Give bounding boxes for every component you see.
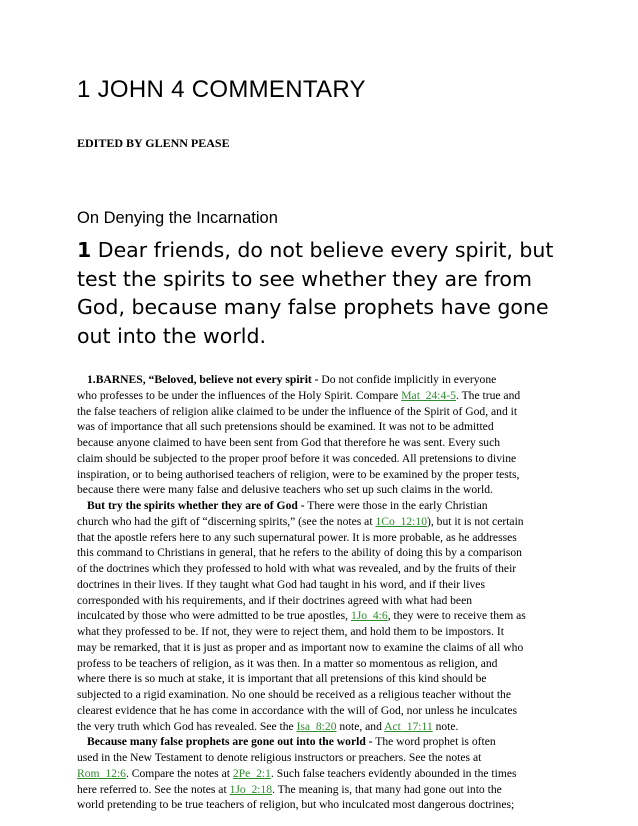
commentary-line: inspiration, or to being authorised teachers of religion, were to be examined by the proper tests, xyxy=(77,467,520,481)
commentary-line: here referred to. See the notes at 1Jo_2:18. The meaning is, that many had gone out into the xyxy=(77,782,502,796)
scripture-link[interactable]: 2Pe_2:1 xyxy=(232,766,271,780)
verse-line: God, because many false prophets have gone xyxy=(77,295,549,319)
commentary-line: was of importance that all such pretensions should be examined. It was not to be admitted xyxy=(77,420,494,434)
scripture-link[interactable]: Rom_12:6 xyxy=(77,766,126,780)
verse-number: 1 xyxy=(77,238,92,262)
commentary-line: But try the spirits whether they are of God - There were those in the early Christian xyxy=(87,499,488,512)
commentary-line: subjected to a rigid examination. No one should be received as a religious teacher without the xyxy=(77,688,511,701)
commentary-line: where there is so much at stake, it is important that all pretensions of this kind should be xyxy=(77,672,487,686)
scripture-link[interactable]: 1Co_12:10 xyxy=(375,514,427,528)
commentary-line: may be remarked, that it is just as proper and as important now to examine the claims of all who xyxy=(77,640,524,654)
verse-line: out into the world. xyxy=(77,323,266,348)
commentary-line: 1.BARNES, “Beloved, believe not every spirit - Do not confide implicitly in everyone xyxy=(87,373,497,386)
commentary-line: church who had the gift of “discerning spirits,” (see the notes at 1Co_12:10), but it is not certain xyxy=(77,514,524,528)
commentary-line: inculcated by those who were admitted to be true apostles, 1Jo_4:6, they were to receive them as xyxy=(77,609,526,623)
commentary-line: because there were many false and delusive teachers who set up such claims in the world. xyxy=(77,483,493,497)
editor-credit: EDITED BY GLENN PEASE xyxy=(77,136,230,150)
commentary-line: who professes to be under the influences of the Holy Spirit. Compare Mat_24:4-5. The true and xyxy=(77,388,521,402)
commentary-line: Because many false prophets are gone out into the world - The word prophet is often xyxy=(87,735,496,749)
commentary-line: because anyone claimed to have been sent from God that therefore he was sent. Every such xyxy=(77,436,501,449)
scripture-link[interactable]: 1Jo_2:18 xyxy=(229,782,273,796)
scripture-link[interactable]: Mat_24:4-5 xyxy=(401,388,456,402)
commentary-lead: But try the spirits whether they are of God - xyxy=(87,499,305,512)
scripture-link[interactable]: Isa_8:20 xyxy=(296,719,337,733)
commentary-line: clearest evidence that he has come in accordance with the will of God, nor unless he inculcates xyxy=(77,703,518,717)
commentary-line: what they professed to be. If not, they were to reject them, and hold them to be impostors. It xyxy=(77,625,504,638)
scripture-link[interactable]: 1Jo_4:6 xyxy=(350,609,388,623)
commentary-line: world pretending to be true teachers of religion, but who inculcated most dangerous doctrines; xyxy=(77,798,515,812)
commentary-line: the false teachers of religion alike claimed to be under the influence of the Spirit of God, and it xyxy=(77,404,518,418)
commentary-line: profess to be teachers of religion, as it was then. In a matter so momentous as religion, and xyxy=(77,656,498,670)
verse-line: test the spirits to see whether they are from xyxy=(77,266,532,291)
commentary-line: the very truth which God has revealed. See the Isa_8:20 note, and Act_17:11 note. xyxy=(77,719,459,733)
commentary-line: claim should be subjected to the proper proof before it was conceded. All pretensions to divine xyxy=(77,451,517,465)
scripture-link[interactable]: Act_17:11 xyxy=(384,719,433,733)
commentary-line: used in the New Testament to denote religious instructors or preachers. See the notes at xyxy=(77,751,482,764)
commentary-line: Rom_12:6. Compare the notes at 2Pe_2:1. Such false teachers evidently abounded in the times xyxy=(77,766,517,780)
commentary-line: this command to Christians in general, that he refers to the ability of doing this by a comparison xyxy=(77,546,522,560)
commentary-lead: 1.BARNES, “Beloved, believe not every spirit - xyxy=(87,373,319,386)
section-heading: On Denying the Incarnation xyxy=(77,209,278,227)
commentary-line: that the apostle refers here to any such supernatural power. It is more probable, as he addresses xyxy=(77,530,517,544)
verse-text xyxy=(77,236,572,350)
verse-line: 1 Dear friends, do not believe every spirit, but xyxy=(77,238,554,262)
commentary-lead: Because many false prophets are gone out into the world - xyxy=(87,735,373,749)
page-title: 1 JOHN 4 COMMENTARY xyxy=(77,76,366,103)
commentary-line: corresponded with his requirements, and if their doctrines agreed with what had been xyxy=(77,593,473,607)
commentary-line: doctrines in their lives. If they taught what God had taught in his word, and if their lives xyxy=(77,577,485,591)
commentary-line: of the doctrines which they professed to hold with what was revealed, and by the fruits of their xyxy=(77,562,517,575)
commentary-body xyxy=(77,372,567,813)
